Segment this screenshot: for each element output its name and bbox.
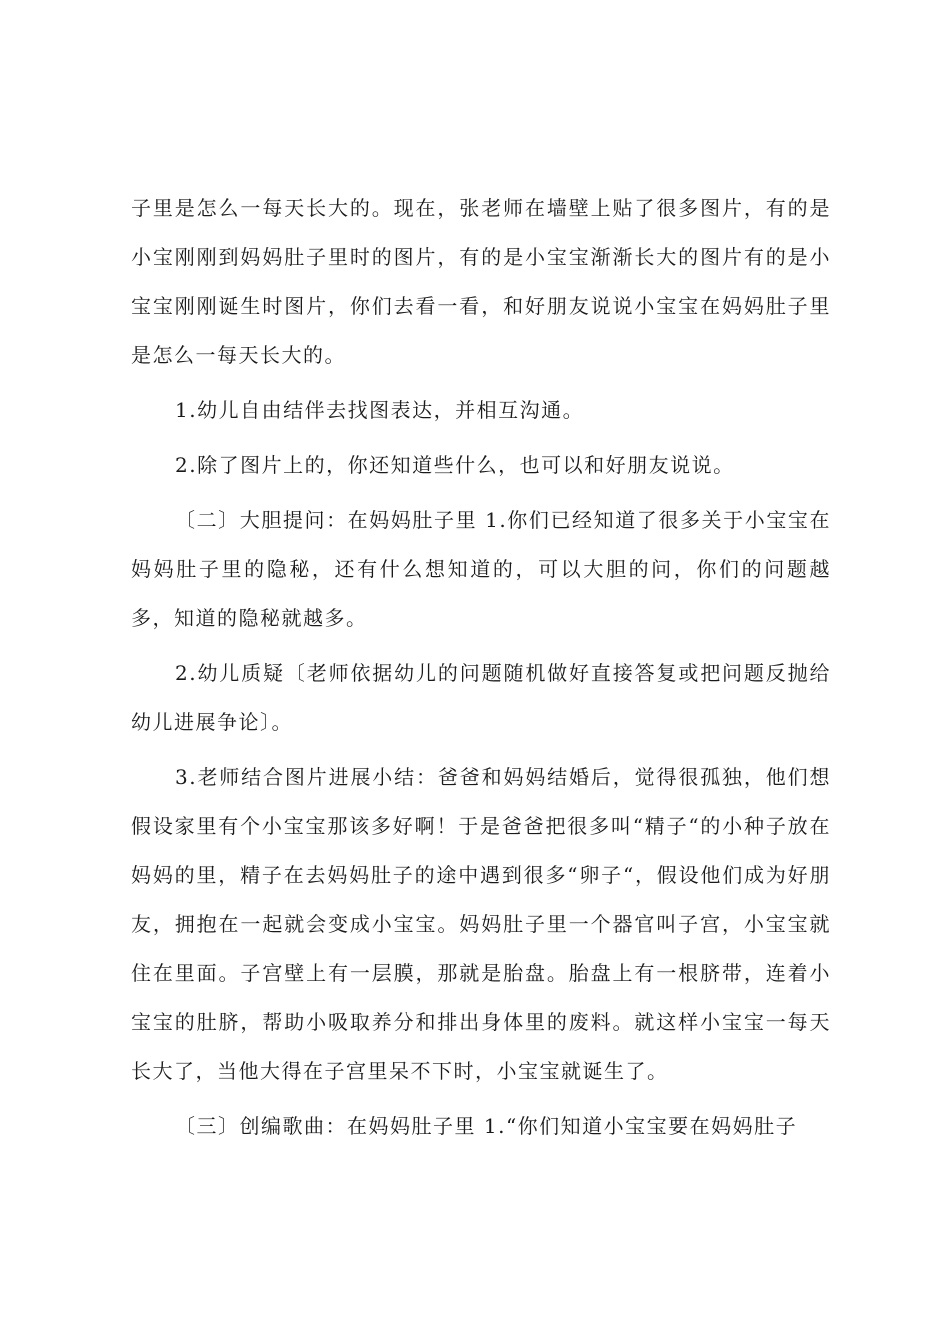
paragraph-step-2: 2.除了图片上的，你还知道些什么，也可以和好朋友说说。: [175, 453, 735, 477]
paragraph-summary: 3.老师结合图片进展小结：爸爸和妈妈结婚后，觉得很孤独，他们想假设家里有个小宝宝那该多好啊！于是爸爸把很多叫“精子“的小种子放在妈妈的里，精子在去妈妈肚子的途中遇到很多“卵子“，假设他们成为好朋友，拥抱在一起就会变成小宝宝。妈妈肚子里一个器官叫子宫，小宝宝就住在里面。子宫壁上有一层膜，那就是胎盘。胎盘上有一根脐带，连着小宝宝的肚脐，帮助小吸取养分和排出身体里的废料。就这样小宝宝一每天长大了，当他大得在子宫里呆不下时，小宝宝就诞生了。: [131, 765, 831, 1083]
paragraph-intro: 子里是怎么一每天长大的。现在，张老师在墙壁上贴了很多图片，有的是小宝刚刚到妈妈肚子里时的图片，有的是小宝宝渐渐长大的图片有的是小宝宝刚刚诞生时图片，你们去看一看，和好朋友说说小宝宝在妈妈肚子里是怎么一每天长大的。: [131, 196, 831, 367]
document-body: [131, 184, 831, 1151]
paragraph-questions: 2.幼儿质疑〔老师依据幼儿的问题随机做好直接答复或把问题反抛给幼儿进展争论〕。: [131, 661, 831, 734]
paragraph-section-3: 〔三〕创编歌曲：在妈妈肚子里 1.“你们知道小宝宝要在妈妈肚子: [175, 1114, 798, 1138]
paragraph-section-2: 〔二〕大胆提问：在妈妈肚子里 1.你们已经知道了很多关于小宝宝在妈妈肚子里的隐秘，还有什么想知道的，可以大胆的问，你们的问题越多，知道的隐秘就越多。: [131, 508, 831, 630]
paragraph-step-1: 1.幼儿自由结伴去找图表达，并相互沟通。: [175, 398, 585, 422]
